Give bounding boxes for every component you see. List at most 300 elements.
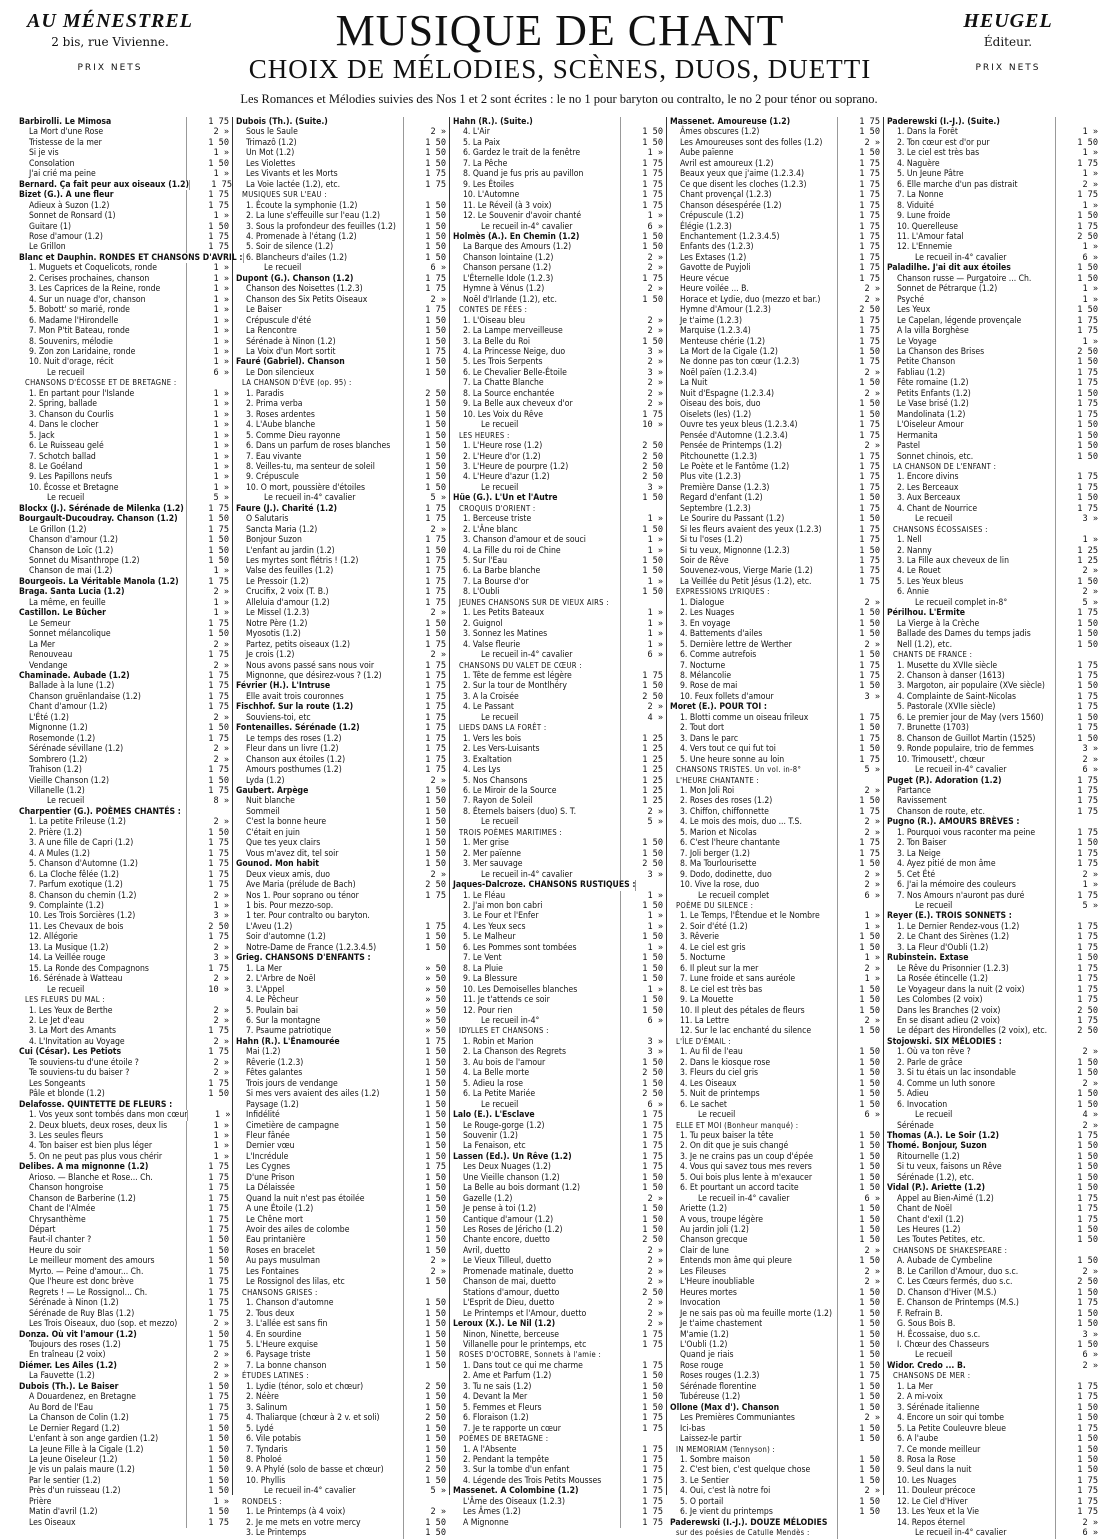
- entry-price: 1 50: [620, 681, 663, 691]
- entry-title: JEUNES CHANSONS SUR DE VIEUX AIRS :: [459, 597, 609, 607]
- catalog-entry: [236, 1183, 446, 1193]
- catalog-entry: [670, 1518, 880, 1528]
- entry-price: 6 »: [620, 650, 663, 660]
- entry-title: 9. La Blessure: [463, 974, 518, 985]
- catalog-entry: [453, 702, 663, 712]
- entry-title: 7. Joli berger (1.2): [680, 848, 750, 859]
- entry-price: 1 50: [403, 138, 446, 148]
- entry-title: Valse des feuilles (1.2): [246, 566, 334, 577]
- catalog-entry: [453, 284, 663, 294]
- entry-title: 1. Encore divins: [897, 472, 959, 483]
- catalog-entry: [670, 786, 880, 796]
- catalog-entry: [19, 284, 229, 294]
- entry-title: Sérénade (1.2), etc.: [897, 1172, 974, 1183]
- catalog-entry: [887, 734, 1098, 744]
- entry-title: Vous m'avez dit, tel soir: [246, 848, 339, 859]
- entry-title: 1. A l'Absente: [463, 1444, 517, 1455]
- entry-title: B. Le Carillon d'Amour, duo s.c.: [897, 1266, 1019, 1277]
- catalog-entry: [236, 1288, 446, 1298]
- entry-title: 7. Nocturne: [680, 660, 726, 671]
- entry-title: 1. Muguets et Coquelicots, ronde: [29, 263, 157, 274]
- catalog-entry: [236, 138, 446, 148]
- catalog-entry: [887, 1173, 1098, 1183]
- entry-title: Nous avons passé sans nous voir: [246, 660, 375, 671]
- entry-price: 1 75: [403, 535, 446, 545]
- entry-price: 2 »: [1055, 870, 1098, 880]
- entry-title: Le Vase brisé (1.2): [897, 399, 969, 410]
- entry-price: 2 50: [1055, 232, 1098, 242]
- entry-title: 2. Chanson à danser (1613): [897, 671, 1005, 682]
- entry-price: 1 50: [1055, 1309, 1098, 1319]
- catalog-entry: [670, 1309, 880, 1319]
- catalog-entry: [19, 681, 229, 691]
- entry-price: 1 50: [620, 1006, 663, 1016]
- catalog-entry: [236, 347, 446, 357]
- catalog-entry: [670, 316, 880, 326]
- catalog-entry: [236, 1079, 446, 1089]
- catalog-entry: [236, 1361, 446, 1371]
- entry-title: 7. La Nonne: [897, 190, 944, 201]
- entry-price: 1 50: [837, 1298, 880, 1308]
- entry-title: L'enfant à son ange gardien (1.2): [29, 1434, 159, 1445]
- entry-price: 1 50: [403, 1079, 446, 1089]
- entry-title: 4. Comme un luth sonore: [897, 1078, 996, 1089]
- entry-price: 1 50: [403, 1100, 446, 1110]
- entry-price: 1 50: [837, 1068, 880, 1078]
- entry-title: Massenet. A Colombine (1.2): [453, 1486, 579, 1497]
- entry-title: 7. Mon P'tit Bateau, ronde: [29, 326, 130, 337]
- entry-price: 1 75: [620, 410, 663, 420]
- entry-price: [837, 901, 880, 911]
- catalog-entry: [236, 692, 446, 702]
- entry-title: CROQUIS D'ORIENT :: [459, 503, 536, 513]
- entry-title: 5. O portail: [680, 1496, 724, 1507]
- catalog-entry: [670, 201, 880, 211]
- entry-title: L'enfant au jardin (1.2): [246, 545, 335, 556]
- entry-title: 6. Gardez le trait de la fenêtre: [463, 148, 581, 159]
- entry-price: 2 »: [620, 389, 663, 399]
- entry-price: 2 »: [837, 1413, 880, 1423]
- entry-title: 3. Sérénade italienne: [897, 1402, 980, 1413]
- catalog-entry: [19, 337, 229, 347]
- entry-title: 3. Le ciel est très bas: [897, 148, 980, 159]
- entry-price: 1 50: [403, 211, 446, 221]
- entry-price: 2 50: [403, 389, 446, 399]
- entry-price: 1 50: [403, 410, 446, 420]
- catalog-entry: [670, 1183, 880, 1193]
- entry-price: 1 50: [186, 546, 229, 556]
- entry-price: 2 »: [837, 389, 880, 399]
- entry-title: 2. Nanny: [897, 545, 932, 556]
- catalog-entry: [19, 587, 229, 597]
- entry-price: 1 75: [1055, 932, 1098, 942]
- entry-title: La Barque des Amours (1.2): [463, 242, 572, 253]
- catalog-entry: [19, 807, 229, 817]
- entry-price: 1 50: [403, 1047, 446, 1057]
- catalog-entry: [236, 859, 446, 869]
- entry-price: 1 50: [837, 1152, 880, 1162]
- entry-title: 2. Spring, ballade: [29, 399, 98, 410]
- catalog-column-1: [16, 117, 243, 1528]
- entry-price: 1 75: [1055, 316, 1098, 326]
- entry-title: 5. Oui bois plus lente à m'exaucer: [680, 1172, 813, 1183]
- entry-title: Rubinstein. Extase: [887, 953, 969, 964]
- entry-title: La Rosée étincelle (1.2): [897, 974, 988, 985]
- entry-title: D'une Prison: [246, 1172, 295, 1183]
- entry-price: [837, 702, 880, 712]
- entry-title: Widor. Credo ... B.: [887, 1360, 966, 1371]
- catalog-entry: [236, 1309, 446, 1319]
- catalog-entry: [453, 1518, 663, 1528]
- entry-title: Ave Maria (prélude de Bach): [246, 880, 356, 891]
- entry-title: 4. Naguère: [897, 158, 940, 169]
- entry-price: 1 50: [837, 1382, 880, 1392]
- entry-price: 1 50: [837, 619, 880, 629]
- entry-title: 1. Les Petits Bateaux: [463, 608, 545, 619]
- entry-title: 2. La Chanson des Regrets: [463, 1047, 566, 1058]
- entry-price: 1 50: [186, 1256, 229, 1266]
- entry-price: 1 50: [1055, 493, 1098, 503]
- entry-title: Trois jours de vendange: [246, 1078, 338, 1089]
- entry-price: 1 50: [837, 1141, 880, 1151]
- entry-title: 3. La Mort des Amants: [29, 1026, 117, 1037]
- entry-title: 9. A Phylé (solo de basse et chœur): [246, 1465, 384, 1476]
- catalog-entry: [670, 901, 880, 911]
- entry-title: 3. L'Heure de pourpre (1.2): [463, 461, 569, 472]
- entry-price: 1 50: [186, 1507, 229, 1517]
- catalog-entry: [19, 1507, 229, 1517]
- catalog-entry: [453, 1382, 663, 1392]
- entry-price: 1 »: [620, 577, 663, 587]
- catalog-entry: [887, 514, 1098, 524]
- catalog-entry: [670, 1194, 880, 1204]
- entry-price: 1 50: [1055, 1141, 1098, 1151]
- entry-price: 1 75: [1055, 1016, 1098, 1026]
- catalog-entry: [19, 504, 229, 514]
- catalog-entry: [887, 180, 1098, 190]
- entry-title: CHANSONS D'ÉCOSSE ET DE BRETAGNE :: [25, 378, 177, 388]
- entry-title: 13. La Musique (1.2): [29, 942, 109, 953]
- catalog-entry: [19, 911, 229, 921]
- entry-title: 1 bis. Pour mezzo-sop.: [246, 900, 334, 911]
- catalog-entry: [670, 1141, 880, 1151]
- entry-price: [837, 587, 880, 597]
- entry-price: [620, 828, 663, 838]
- entry-title: Le meilleur moment des amours: [29, 1256, 155, 1267]
- catalog-entry: [887, 765, 1098, 775]
- entry-price: 2 »: [837, 1016, 880, 1026]
- entry-title: La Fenaison, etc: [463, 1141, 526, 1152]
- entry-price: 1 50: [403, 1392, 446, 1402]
- catalog-entry: [670, 347, 880, 357]
- catalog-entry: [887, 1110, 1098, 1120]
- entry-title: 11. La Lettre: [680, 1015, 729, 1026]
- entry-title: 1. Robin et Marion: [463, 1036, 534, 1047]
- entry-title: Avril est amoureux (1.2): [680, 158, 774, 169]
- entry-price: 2 »: [1055, 1267, 1098, 1277]
- entry-price: 2 »: [620, 1277, 663, 1287]
- entry-price: 1 50: [1055, 1100, 1098, 1110]
- entry-price: 1 75: [403, 598, 446, 608]
- catalog-entry: [670, 1256, 880, 1266]
- catalog-entry: [670, 1246, 880, 1256]
- entry-title: Roses en bracelet: [246, 1245, 315, 1256]
- entry-price: 1 50: [403, 1319, 446, 1329]
- entry-title: Je vis un palais maure (1.2): [29, 1465, 135, 1476]
- entry-price: 1 50: [186, 1445, 229, 1455]
- entry-title: Fischhof. Sur la route (1.2): [236, 702, 354, 713]
- catalog-entry: [236, 483, 446, 493]
- entry-price: 1 »: [186, 263, 229, 273]
- catalog-entry: [19, 1173, 229, 1183]
- catalog-entry: [670, 462, 880, 472]
- entry-price: 2 »: [186, 891, 229, 901]
- catalog-entry: [670, 650, 880, 660]
- catalog-entry: [670, 326, 880, 336]
- catalog-entry: [887, 493, 1098, 503]
- entry-title: 10. Querelleuse: [897, 221, 958, 232]
- entry-title: 7. La Chatte Blanche: [463, 378, 544, 389]
- entry-title: 1. Le Temps, l'Étendue et le Nombre: [680, 911, 820, 922]
- entry-title: 11. Douleur précoce: [897, 1486, 976, 1497]
- entry-title: Le recueil: [47, 493, 85, 504]
- entry-title: Menteuse chérie (1.2): [680, 336, 766, 347]
- catalog-entry: [453, 849, 663, 859]
- entry-price: 1 50: [403, 1528, 446, 1538]
- entry-title: Fleur dans un livre (1.2): [246, 744, 339, 755]
- entry-price: 1 75: [1055, 190, 1098, 200]
- entry-title: EXPRESSIONS LYRIQUES :: [676, 587, 770, 597]
- catalog-entry: [19, 169, 229, 179]
- entry-title: Le recueil: [915, 1110, 953, 1121]
- catalog-entry: [887, 859, 1098, 869]
- entry-price: 1 50: [620, 974, 663, 984]
- entry-title: 8. Pholoé: [246, 1455, 282, 1465]
- catalog-entry: [19, 1267, 229, 1277]
- entry-price: 1 50: [186, 1246, 229, 1256]
- entry-price: 1 50: [403, 943, 446, 953]
- catalog-entry: [453, 713, 663, 723]
- entry-price: 1 75: [620, 1486, 663, 1496]
- entry-price: 1 75: [1055, 671, 1098, 681]
- entry-price: 2 »: [620, 399, 663, 409]
- catalog-entry: [453, 159, 663, 169]
- catalog-entry: [887, 201, 1098, 211]
- entry-price: [1055, 911, 1098, 921]
- right-publisher-block: [908, 10, 1108, 73]
- entry-title: Thomas (A.). Le Soir (1.2): [887, 1130, 1000, 1141]
- catalog-entry: [236, 681, 446, 691]
- entry-price: 1 75: [620, 201, 663, 211]
- entry-title: Ninon, Ninette, berceuse: [463, 1329, 560, 1340]
- entry-price: 1 »: [620, 148, 663, 158]
- entry-title: Je pense à toi (1.2): [463, 1204, 537, 1215]
- entry-price: 1 75: [837, 169, 880, 179]
- entry-price: 1 75: [403, 1162, 446, 1172]
- entry-price: 1 50: [620, 964, 663, 974]
- entry-title: 5. Une heure sonne au loin: [680, 754, 785, 765]
- entry-price: 1 50: [1055, 713, 1098, 723]
- catalog-entry: [453, 1361, 663, 1371]
- entry-price: 2 »: [1055, 180, 1098, 190]
- catalog-entry: [670, 1006, 880, 1016]
- entry-price: [837, 776, 880, 786]
- entry-price: 1 75: [1055, 1507, 1098, 1517]
- catalog-entry: [670, 1288, 880, 1298]
- entry-title: Massenet. Amoureuse (1.2): [670, 117, 791, 127]
- entry-title: 6. Dans un parfum de roses blanches: [246, 441, 391, 452]
- entry-price: 1 50: [403, 148, 446, 158]
- entry-title: 7. La Pêche: [463, 158, 508, 169]
- catalog-entry: [887, 1047, 1098, 1057]
- entry-title: Diémer. Les Ailes (1.2): [19, 1360, 117, 1371]
- entry-title: Ballade à la lune (1.2): [29, 681, 115, 692]
- entry-price: 1 50: [620, 1225, 663, 1235]
- entry-price: 1 50: [1055, 1319, 1098, 1329]
- entry-title: 3. En voyage: [680, 618, 731, 629]
- catalog-entry: [453, 263, 663, 273]
- entry-price: 1 »: [186, 295, 229, 305]
- catalog-entry: [19, 1110, 229, 1120]
- entry-title: Trimazô (1.2): [246, 137, 297, 148]
- entry-price: 1 50: [837, 410, 880, 420]
- entry-price: [620, 598, 663, 608]
- entry-price: 3 »: [620, 368, 663, 378]
- catalog-entry: [453, 431, 663, 441]
- entry-title: 8. La Pluie: [463, 963, 503, 974]
- entry-title: Blockx (J.). Sérénade de Milenka (1.2): [19, 503, 184, 514]
- catalog-entry: [887, 1152, 1098, 1162]
- entry-price: 1 75: [620, 1361, 663, 1371]
- entry-price: 2 50: [620, 1089, 663, 1099]
- entry-price: 1 75: [403, 169, 446, 179]
- entry-title: Leroux (X.). Le Nil (1.2): [453, 1319, 556, 1330]
- entry-price: 1 50: [403, 1330, 446, 1340]
- catalog-entry: [670, 1026, 880, 1036]
- catalog-entry: [236, 1465, 446, 1475]
- entry-price: 6 »: [620, 222, 663, 232]
- entry-title: Crucifix, 2 voix (T. B.): [246, 587, 329, 598]
- entry-price: 1 50: [620, 953, 663, 963]
- entry-price: 1 50: [403, 1350, 446, 1360]
- catalog-entry: [236, 127, 446, 137]
- catalog-entry: [453, 201, 663, 211]
- catalog-entry: [670, 1121, 880, 1131]
- entry-price: 2 »: [186, 1037, 229, 1047]
- catalog-entry: [670, 1455, 880, 1465]
- entry-price: 1 50: [1055, 441, 1098, 451]
- catalog-entry: [887, 148, 1098, 158]
- entry-price: 1 »: [186, 566, 229, 576]
- entry-title: 6. C'est l'heure chantante: [680, 838, 780, 849]
- entry-title: Au pays musulman: [246, 1256, 321, 1267]
- entry-price: 1 50: [403, 431, 446, 441]
- entry-price: 1 »: [186, 284, 229, 294]
- catalog-entry: [670, 1100, 880, 1110]
- catalog-entry: [236, 796, 446, 806]
- catalog-entry: [236, 295, 446, 305]
- entry-title: Thomé. Bonjour, Suzon: [887, 1141, 987, 1152]
- entry-title: Psyché: [897, 294, 925, 305]
- entry-price: 1 75: [837, 556, 880, 566]
- entry-price: 1 »: [620, 985, 663, 995]
- catalog-entry: [887, 1507, 1098, 1517]
- entry-title: Entends mon âme qui pleure: [680, 1256, 792, 1267]
- entry-title: Le Voyageur dans la nuit (2 voix): [897, 984, 1025, 995]
- catalog-entry: [236, 587, 446, 597]
- entry-price: 1 50: [186, 1089, 229, 1099]
- entry-price: 1 »: [1055, 337, 1098, 347]
- catalog-entry: [670, 1225, 880, 1235]
- entry-title: 1. Le Printemps (à 4 voix): [246, 1507, 346, 1518]
- entry-price: 1 50: [620, 525, 663, 535]
- entry-title: 2. Prima verba: [246, 399, 303, 410]
- entry-price: 2 »: [186, 1006, 229, 1016]
- entry-price: 1 »: [186, 483, 229, 493]
- entry-price: 1 75: [837, 190, 880, 200]
- entry-price: [403, 1371, 446, 1381]
- entry-price: 1 50: [403, 1246, 446, 1256]
- entry-title: POÈMES DE BRETAGNE :: [459, 1434, 549, 1444]
- entry-price: 1 50: [837, 546, 880, 556]
- entry-price: 2 »: [620, 1256, 663, 1266]
- entry-title: CHANSONS ÉCOSSAISES :: [893, 524, 988, 534]
- catalog-entry: [236, 1371, 446, 1381]
- entry-title: 1. Le Fléau: [463, 890, 506, 901]
- entry-price: 2 »: [837, 295, 880, 305]
- catalog-entry: [236, 462, 446, 472]
- entry-title: La Jeune Fille à la Cigale (1.2): [29, 1444, 144, 1455]
- catalog-entry: [670, 629, 880, 639]
- entry-price: 1 50: [1055, 1340, 1098, 1350]
- entry-price: 1 50: [837, 1173, 880, 1183]
- entry-title: MUSIQUES SUR L'EAU :: [242, 190, 327, 200]
- entry-title: Amours posthumes (1.2): [246, 765, 342, 776]
- entry-title: Les Premières Communiantes: [680, 1413, 795, 1424]
- entry-price: 2 »: [620, 702, 663, 712]
- catalog-entry: [19, 127, 229, 137]
- entry-price: 1 50: [620, 556, 663, 566]
- entry-title: L'Oiseleur Amour: [897, 420, 964, 431]
- catalog-entry: [236, 357, 446, 367]
- entry-price: 1 »: [1055, 127, 1098, 137]
- entry-price: 1 25: [620, 734, 663, 744]
- entry-title: 12. Sur le lac enchanté du silence: [680, 1026, 812, 1037]
- catalog-entry: [236, 1434, 446, 1444]
- entry-price: 1 75: [837, 232, 880, 242]
- catalog-entry: [670, 974, 880, 984]
- catalog-entry: [236, 1162, 446, 1172]
- entry-title: 4. Promenade à l'étang (1.2): [246, 231, 357, 242]
- catalog-entry: [19, 347, 229, 357]
- catalog-entry: [19, 1037, 229, 1047]
- catalog-entry: [887, 723, 1098, 733]
- entry-title: 10. Trimousett', chœur: [897, 754, 985, 765]
- catalog-entry: [670, 922, 880, 932]
- catalog-entry: [19, 1162, 229, 1172]
- entry-title: Le Printemps et l'Amour, duetto: [463, 1308, 587, 1319]
- entry-price: 1 75: [837, 431, 880, 441]
- entry-title: 3. Dans le parc: [680, 733, 739, 744]
- right-prices-label: PRIX NETS: [975, 63, 1041, 73]
- entry-price: 1 »: [1055, 880, 1098, 890]
- entry-title: 1. Mon Joli Roi: [680, 786, 735, 796]
- entry-price: 1 50: [837, 1309, 880, 1319]
- entry-title: Regrets ! — Le Rossignol... Ch.: [29, 1287, 148, 1298]
- entry-title: 14. Repos éternel: [897, 1517, 965, 1528]
- catalog-entry: [670, 1215, 880, 1225]
- entry-price: 1 75: [837, 535, 880, 545]
